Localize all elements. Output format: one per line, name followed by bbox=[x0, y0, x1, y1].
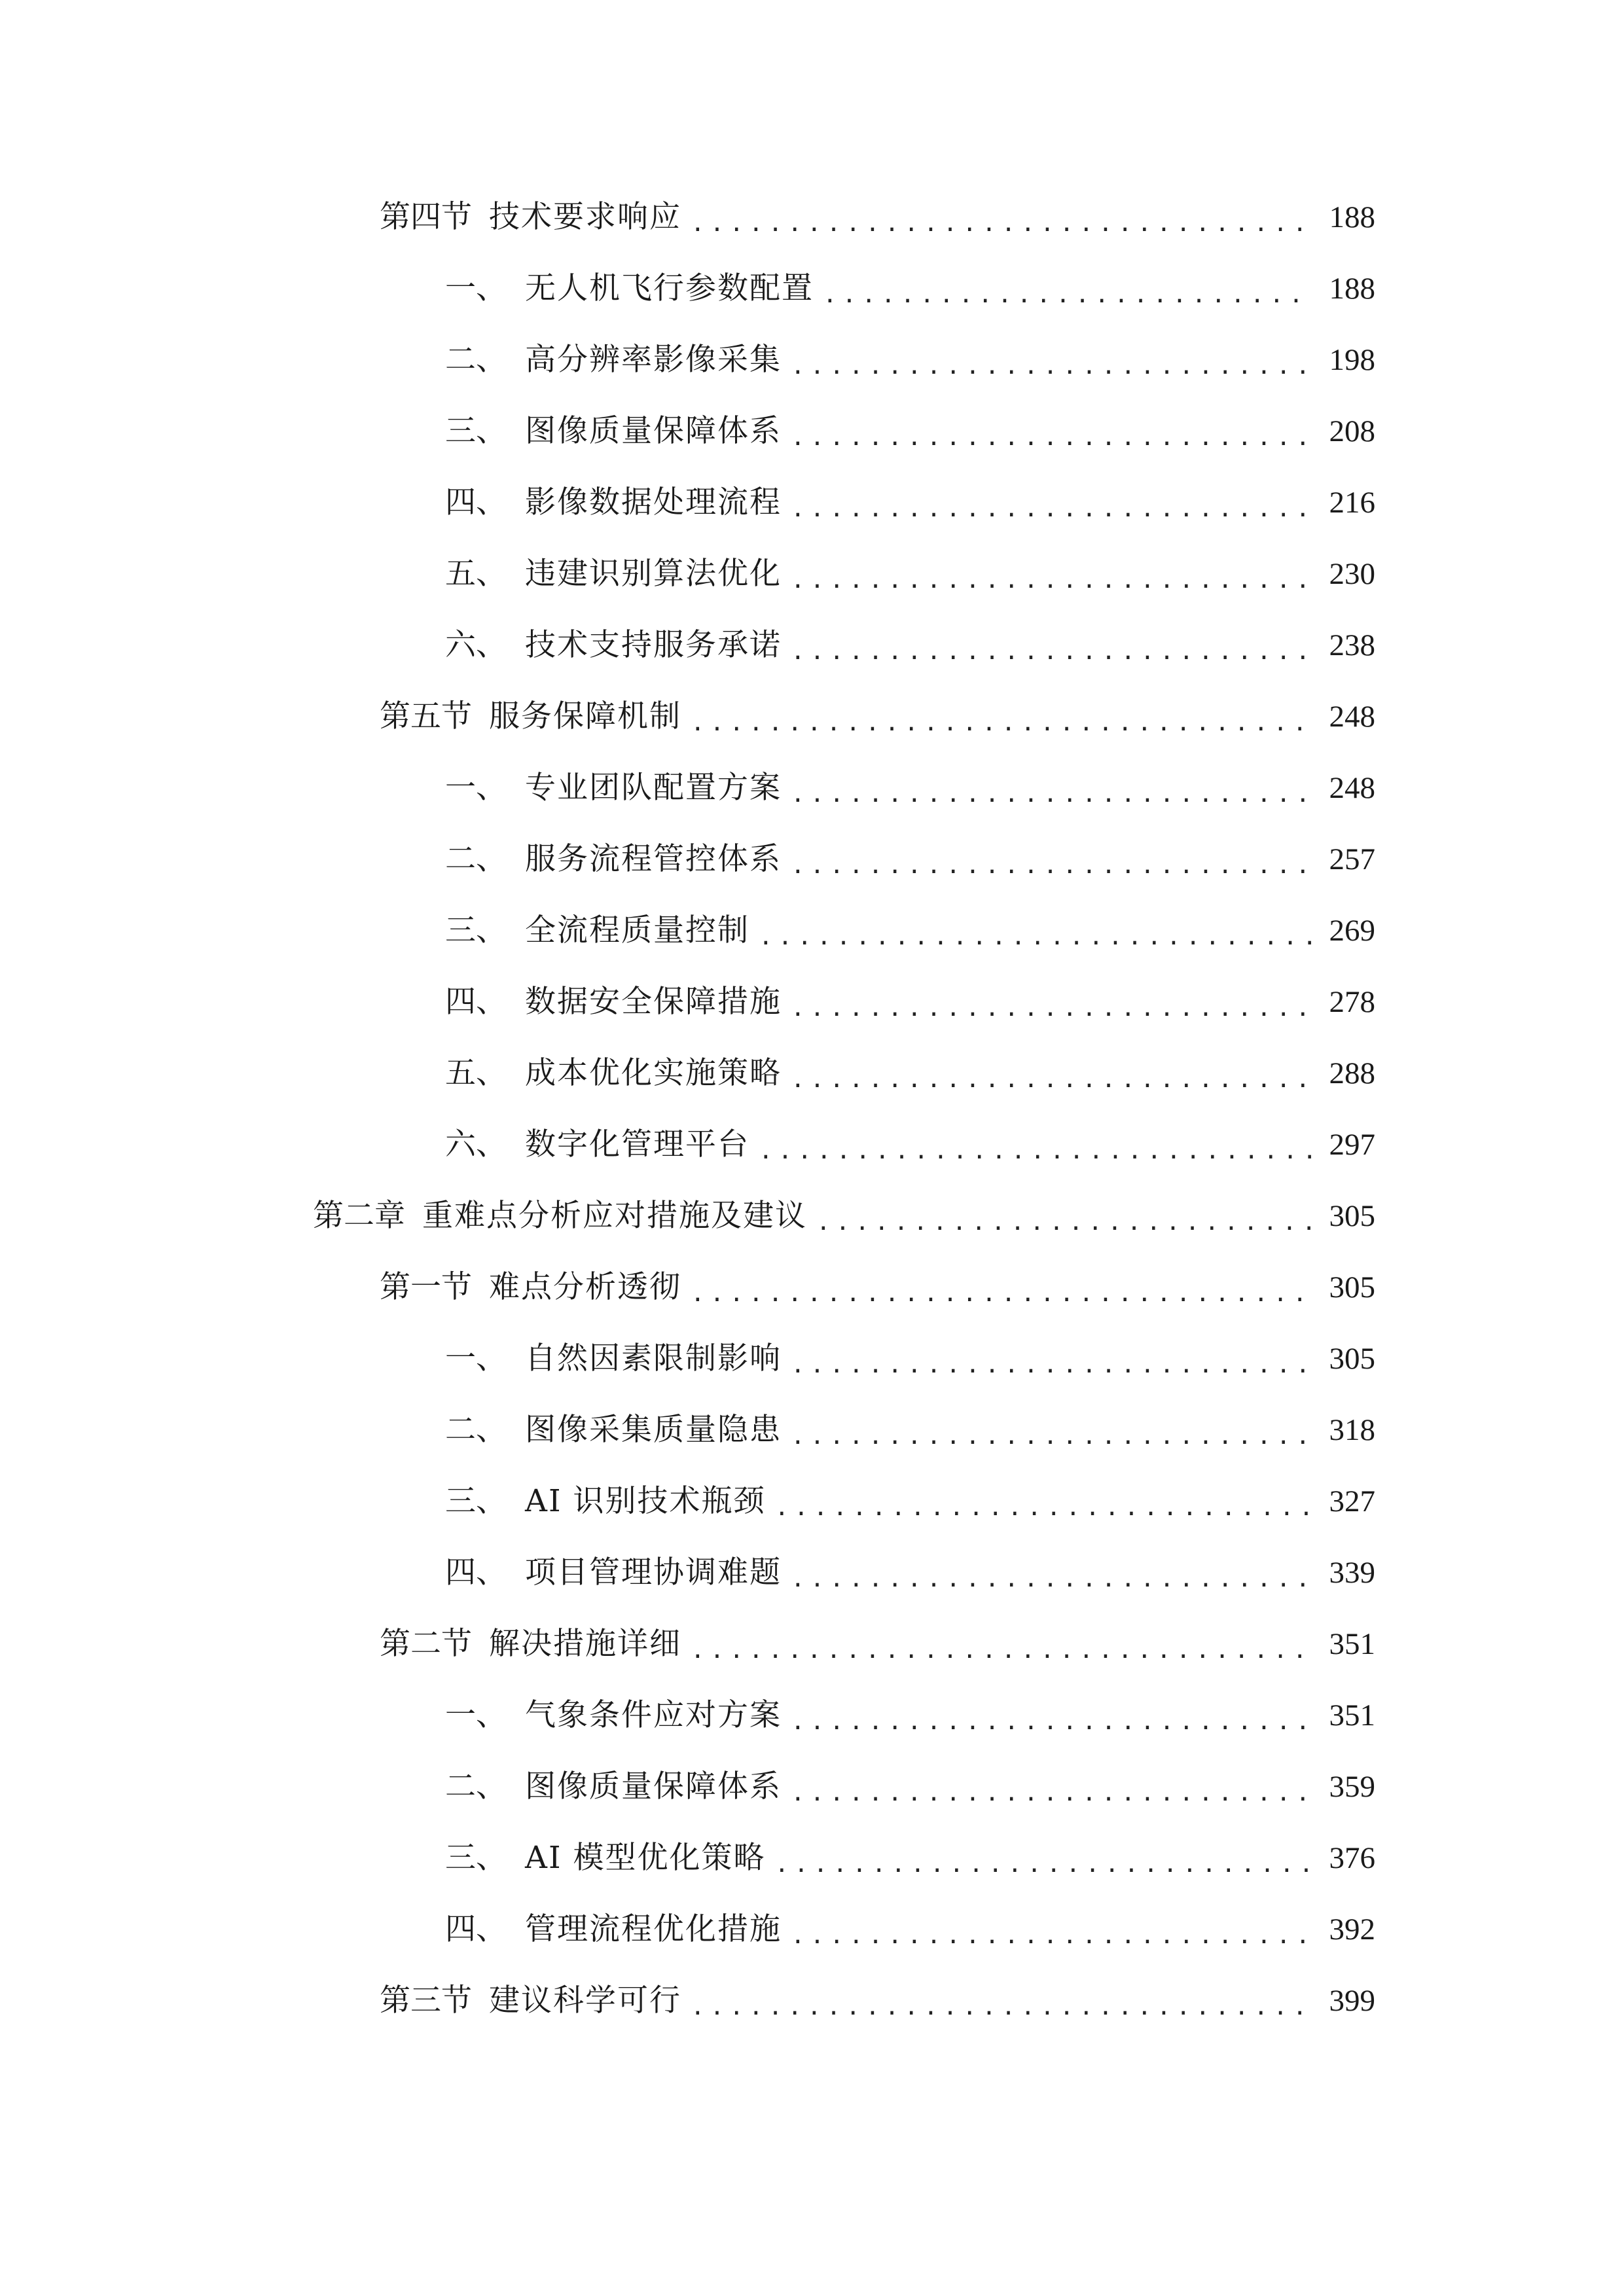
toc-entry-title: 服务流程管控体系 bbox=[525, 841, 782, 877]
toc-entry[interactable] bbox=[445, 1689, 1375, 1742]
toc-entry-title: 技术要求响应 bbox=[489, 199, 681, 235]
toc-dot-leader bbox=[691, 1624, 1314, 1677]
toc-entry-page: 376 bbox=[1329, 1841, 1375, 1875]
toc-entry-title: 数字化管理平台 bbox=[525, 1126, 749, 1162]
toc-entry-page: 269 bbox=[1329, 914, 1375, 948]
toc-entry-page: 351 bbox=[1329, 1698, 1375, 1732]
toc-entry[interactable] bbox=[445, 1333, 1375, 1385]
toc-dot-leader bbox=[791, 554, 1314, 607]
toc-entry-page: 216 bbox=[1329, 486, 1375, 520]
toc-dot-leader bbox=[791, 1553, 1314, 1605]
toc-entry[interactable] bbox=[445, 1832, 1375, 1884]
toc-dot-leader bbox=[791, 1410, 1314, 1463]
toc-entry-page: 257 bbox=[1329, 842, 1375, 876]
toc-entry-number: 六、 bbox=[445, 627, 507, 663]
toc-entry-title: 全流程质量控制 bbox=[525, 912, 749, 948]
toc-dot-leader bbox=[759, 911, 1314, 963]
toc-entry-page: 392 bbox=[1329, 1912, 1375, 1946]
toc-entry-title: 管理流程优化措施 bbox=[525, 1911, 782, 1947]
toc-entry-page: 188 bbox=[1329, 272, 1375, 306]
toc-entry-title: 难点分析透彻 bbox=[489, 1269, 681, 1305]
toc-entry[interactable] bbox=[445, 334, 1375, 386]
toc-entry-title: 气象条件应对方案 bbox=[525, 1697, 782, 1733]
toc-entry-number: 第一节 bbox=[380, 1269, 472, 1305]
toc-entry-title: 无人机飞行参数配置 bbox=[525, 270, 814, 306]
toc-entry[interactable] bbox=[445, 976, 1375, 1028]
toc-entry-page: 278 bbox=[1329, 985, 1375, 1019]
toc-dot-leader bbox=[791, 982, 1314, 1035]
toc-dot-leader bbox=[823, 269, 1314, 321]
toc-entry-title: 重难点分析应对措施及建议 bbox=[422, 1198, 807, 1234]
toc-entry[interactable] bbox=[380, 1975, 1375, 2027]
toc-entry-number: 五、 bbox=[445, 1055, 507, 1091]
toc-entry-page: 359 bbox=[1329, 1770, 1375, 1804]
toc-entry-number: 四、 bbox=[445, 484, 507, 520]
toc-entry-page: 238 bbox=[1329, 628, 1375, 662]
toc-dot-leader bbox=[691, 198, 1314, 250]
toc-entry-number: 六、 bbox=[445, 1126, 507, 1162]
toc-entry-title: 高分辨率影像采集 bbox=[525, 342, 782, 378]
toc-entry-number: 五、 bbox=[445, 556, 507, 592]
toc-entry-title: 专业团队配置方案 bbox=[525, 770, 782, 806]
toc-entry[interactable] bbox=[380, 1618, 1375, 1670]
toc-entry-title: 成本优化实施策略 bbox=[525, 1055, 782, 1091]
toc-dot-leader bbox=[791, 768, 1314, 821]
toc-entry-number: 二、 bbox=[445, 342, 507, 378]
toc-entry-page: 339 bbox=[1329, 1556, 1375, 1590]
toc-dot-leader bbox=[791, 340, 1314, 393]
toc-entry[interactable] bbox=[445, 762, 1375, 814]
toc-dot-leader bbox=[791, 1767, 1314, 1820]
toc-entry[interactable] bbox=[445, 1475, 1375, 1528]
toc-entry-number: 四、 bbox=[445, 984, 507, 1020]
toc-entry-title: 违建识别算法优化 bbox=[525, 556, 782, 592]
toc-entry[interactable] bbox=[445, 405, 1375, 457]
toc-entry[interactable] bbox=[445, 548, 1375, 600]
toc-entry-number: 一、 bbox=[445, 270, 507, 306]
toc-entry[interactable] bbox=[445, 905, 1375, 957]
toc-entry[interactable] bbox=[380, 1261, 1375, 1314]
toc-entry-title: 技术支持服务承诺 bbox=[525, 627, 782, 663]
toc-dot-leader bbox=[774, 1839, 1314, 1891]
toc-entry-number: 四、 bbox=[445, 1554, 507, 1590]
toc-entry-page: 288 bbox=[1329, 1056, 1375, 1090]
toc-entry-page: 305 bbox=[1329, 1342, 1375, 1376]
toc-entry-page: 305 bbox=[1329, 1199, 1375, 1233]
toc-entry-number: 二、 bbox=[445, 841, 507, 877]
toc-entry-number: 二、 bbox=[445, 1412, 507, 1448]
toc-dot-leader bbox=[791, 1696, 1314, 1748]
toc-dot-leader bbox=[791, 626, 1314, 678]
toc-dot-leader bbox=[691, 697, 1314, 749]
toc-entry[interactable] bbox=[380, 691, 1375, 743]
toc-entry-number: 一、 bbox=[445, 1697, 507, 1733]
toc-dot-leader bbox=[816, 1196, 1314, 1249]
toc-entry-title: 服务保障机制 bbox=[489, 698, 681, 734]
toc-entry-page: 318 bbox=[1329, 1413, 1375, 1447]
toc-entry-page: 188 bbox=[1329, 200, 1375, 234]
toc-entry-number: 一、 bbox=[445, 770, 507, 806]
toc-entry[interactable] bbox=[380, 191, 1375, 243]
toc-entry-page: 297 bbox=[1329, 1128, 1375, 1162]
toc-entry[interactable] bbox=[445, 1047, 1375, 1100]
toc-entry-page: 248 bbox=[1329, 700, 1375, 734]
toc-entry-page: 305 bbox=[1329, 1270, 1375, 1304]
toc-entry-number: 第四节 bbox=[380, 199, 472, 235]
toc-dot-leader bbox=[791, 412, 1314, 464]
toc-entry-title: 图像质量保障体系 bbox=[525, 1768, 782, 1804]
toc-entry-title: 自然因素限制影响 bbox=[525, 1340, 782, 1376]
toc-entry[interactable] bbox=[445, 1903, 1375, 1956]
toc-entry[interactable] bbox=[445, 1761, 1375, 1813]
toc-dot-leader bbox=[791, 1339, 1314, 1391]
toc-dot-leader bbox=[791, 840, 1314, 892]
toc-entry-title: AI 模型优化策略 bbox=[525, 1840, 766, 1876]
toc-entry[interactable] bbox=[445, 619, 1375, 672]
toc-entry-number: 一、 bbox=[445, 1340, 507, 1376]
toc-entry[interactable] bbox=[445, 1404, 1375, 1456]
toc-entry[interactable] bbox=[445, 1119, 1375, 1171]
toc-dot-leader bbox=[791, 1910, 1314, 1962]
toc-entry-title: 影像数据处理流程 bbox=[525, 484, 782, 520]
toc-entry-number: 二、 bbox=[445, 1768, 507, 1804]
toc-entry-page: 248 bbox=[1329, 771, 1375, 805]
toc-dot-leader bbox=[691, 1268, 1314, 1320]
toc-entry-number: 三、 bbox=[445, 912, 507, 948]
toc-dot-leader bbox=[791, 1054, 1314, 1106]
toc-entry-page: 399 bbox=[1329, 1984, 1375, 2018]
toc-entry-title: 数据安全保障措施 bbox=[525, 984, 782, 1020]
toc-entry-page: 327 bbox=[1329, 1484, 1375, 1518]
toc-entry-number: 三、 bbox=[445, 1483, 507, 1519]
toc-entry-page: 230 bbox=[1329, 557, 1375, 591]
toc-entry-number: 第五节 bbox=[380, 698, 472, 734]
toc-entry-page: 208 bbox=[1329, 414, 1375, 448]
toc-entry-title: 建议科学可行 bbox=[489, 1982, 681, 2018]
toc-entry-title: 图像质量保障体系 bbox=[525, 413, 782, 449]
toc-entry-number: 四、 bbox=[445, 1911, 507, 1947]
toc-entry[interactable] bbox=[445, 833, 1375, 886]
toc-dot-leader bbox=[691, 1981, 1314, 2034]
toc-entry-number: 第二节 bbox=[380, 1626, 472, 1662]
toc-entry-title: AI 识别技术瓶颈 bbox=[525, 1483, 766, 1519]
toc-entry[interactable] bbox=[445, 262, 1375, 315]
toc-entry-number: 第二章 bbox=[313, 1198, 405, 1234]
toc-entry-number: 第三节 bbox=[380, 1982, 472, 2018]
toc-entry-number: 三、 bbox=[445, 1840, 507, 1876]
toc-entry-title: 项目管理协调难题 bbox=[525, 1554, 782, 1590]
toc-entry-number: 三、 bbox=[445, 413, 507, 449]
toc-entry[interactable] bbox=[445, 1547, 1375, 1599]
toc-dot-leader bbox=[774, 1482, 1314, 1534]
toc-entry[interactable] bbox=[313, 1190, 1375, 1242]
toc-dot-leader bbox=[759, 1125, 1314, 1177]
toc-dot-leader bbox=[791, 483, 1314, 535]
toc-entry[interactable] bbox=[445, 476, 1375, 529]
toc-entry-page: 198 bbox=[1329, 343, 1375, 377]
toc-entry-page: 351 bbox=[1329, 1627, 1375, 1661]
toc-entry-title: 图像采集质量隐患 bbox=[525, 1412, 782, 1448]
toc-entry-title: 解决措施详细 bbox=[489, 1626, 681, 1662]
